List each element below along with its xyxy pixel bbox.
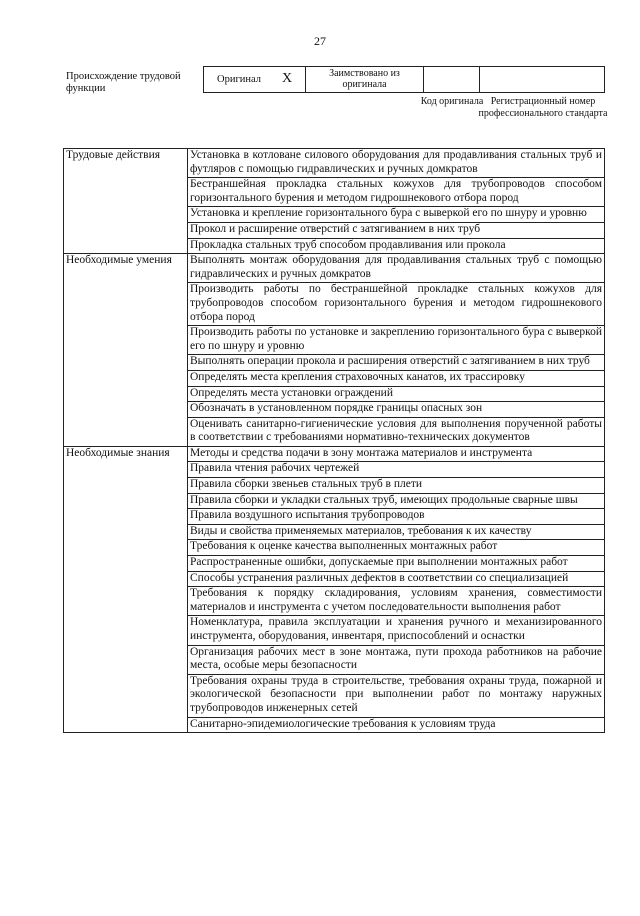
list-item: Производить работы по бестраншейной прокладке стальных кожухов для трубопроводов способом горизонтального бурения и методом гидрошнекового отбора пород <box>188 283 605 326</box>
list-item: Требования к оценке качества выполненных монтажных работ <box>188 540 605 556</box>
list-item: Виды и свойства применяемых материалов, требования к их качеству <box>188 524 605 540</box>
list-item: Номенклатура, правила эксплуатации и хранения ручного и механизированного инструмента, оборудования, инвентаря, приспособлений и оснастки <box>188 616 605 645</box>
section-label: Необходимые знания <box>64 446 188 732</box>
list-item: Прокладка стальных труб способом продавливания или прокола <box>188 238 605 254</box>
origin-reg-cell <box>480 67 604 92</box>
origin-original-cell <box>204 67 306 92</box>
section-label: Трудовые действия <box>64 149 188 254</box>
code-caption: Код оригинала <box>420 96 484 107</box>
functions-table <box>63 148 605 733</box>
list-item: Правила чтения рабочих чертежей <box>188 462 605 478</box>
list-item: Методы и средства подачи в зону монтажа материалов и инструмента <box>188 446 605 462</box>
table-row <box>64 446 605 462</box>
reg-caption: Регистрационный номер профессионального стандарта <box>478 96 608 119</box>
list-item: Определять места установки ограждений <box>188 386 605 402</box>
list-item: Обозначать в установленном порядке границы опасных зон <box>188 402 605 418</box>
origin-original-mark: X <box>282 71 293 86</box>
list-item: Установка и крепление горизонтального бура с выверкой его по шнуру и уровню <box>188 207 605 223</box>
list-item: Санитарно-эпидемиологические требования к условиям труда <box>188 717 605 733</box>
origin-borrowed-cell: Заимствовано из оригинала <box>306 67 424 92</box>
list-item: Правила сборки звеньев стальных труб в плети <box>188 478 605 494</box>
list-item: Установка в котловане силового оборудования для продавливания стальных труб и футляров с помощью гидравлических и ручных домкратов <box>188 149 605 178</box>
list-item: Выполнять операции прокола и расширения отверстий с затягиванием в них труб <box>188 355 605 371</box>
list-item: Бестраншейная прокладка стальных кожухов для трубопроводов способом горизонтального бурения и методом гидрошнекового отбора пород <box>188 178 605 207</box>
list-item: Организация рабочих мест в зоне монтажа, пути прохода работников на рабочие места, особые меры безопасности <box>188 645 605 674</box>
list-item: Выполнять монтаж оборудования для продавливания стальных труб с помощью гидравлических и ручных домкратов <box>188 254 605 283</box>
origin-original-label: Оригинал <box>217 74 261 85</box>
page-number: 27 <box>314 34 326 48</box>
list-item: Производить работы по установке и закреплению горизонтального бура с выверкой его по шнуру и уровню <box>188 326 605 355</box>
origin-code-cell <box>424 67 480 92</box>
list-item: Распространенные ошибки, допускаемые при выполнении монтажных работ <box>188 556 605 572</box>
origin-label: Происхождение трудовой функции <box>66 71 181 94</box>
list-item: Требования к порядку складирования, условиям хранения, совместимости материалов и инструмента с учетом последовательности выполнения работ <box>188 587 605 616</box>
section-label: Необходимые умения <box>64 254 188 447</box>
list-item: Правила сборки и укладки стальных труб, имеющих продольные сварные швы <box>188 493 605 509</box>
table-row <box>64 149 605 178</box>
list-item: Правила воздушного испытания трубопроводов <box>188 509 605 525</box>
list-item: Определять места крепления страховочных канатов, их трассировку <box>188 370 605 386</box>
list-item: Требования охраны труда в строительстве, требования охраны труда, пожарной и экологической безопасности при выполнении работ по монтажу наружных трубопроводов инженерных сетей <box>188 674 605 717</box>
origin-table <box>203 66 605 93</box>
list-item: Оценивать санитарно-гигиенические условия для выполнения порученной работы в соответствии с требованиями нормативно-технических документов <box>188 417 605 446</box>
list-item: Прокол и расширение отверстий с затягиванием в них труб <box>188 222 605 238</box>
list-item: Способы устранения различных дефектов в соответствии со специализацией <box>188 571 605 587</box>
table-row <box>64 254 605 283</box>
